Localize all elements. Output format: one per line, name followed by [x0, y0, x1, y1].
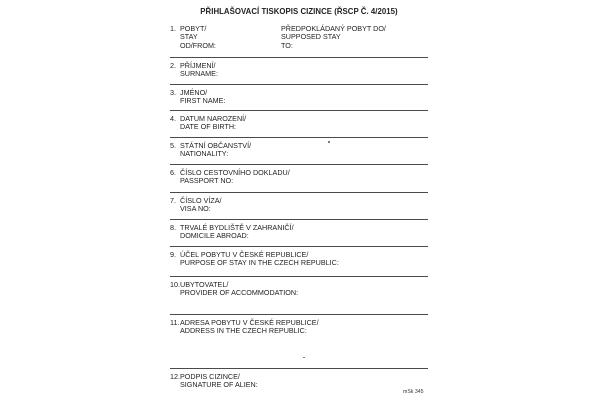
scan-speck [303, 357, 305, 358]
field-number: 8. [170, 223, 176, 232]
field-number: 5. [170, 141, 176, 150]
field-label-en: NATIONALITY: [180, 149, 229, 159]
field-domicile-abroad [170, 224, 428, 241]
field-number: 2. [170, 61, 176, 70]
field-label-en: FIRST NAME: [180, 96, 226, 106]
field-number: 10. [170, 280, 180, 289]
field-number: 12. [170, 372, 180, 381]
field-rule [170, 314, 428, 315]
field-purpose-of-stay [170, 251, 428, 268]
stay-to-label: TO: [281, 40, 293, 50]
field-number: 7. [170, 196, 176, 205]
field-address-cz [170, 319, 428, 336]
field-accommodation-provider [170, 281, 428, 298]
field-label-en: PROVIDER OF ACCOMMODATION: [180, 288, 299, 298]
field-date-of-birth [170, 115, 428, 132]
field-label-en: VISA NO: [180, 204, 211, 214]
field-rule [170, 84, 428, 85]
field-rule [170, 110, 428, 111]
field-label-en: DOMICILE ABROAD: [180, 231, 249, 241]
field-number: 11. [170, 318, 180, 327]
field-rule [170, 164, 428, 165]
field-label-en: SIGNATURE OF ALIEN: [180, 380, 258, 390]
field-label-cz: PODPIS CIZINCE/ [180, 372, 240, 381]
field-label-en: STAY [180, 32, 198, 42]
field-rule [170, 219, 428, 220]
field-rule [170, 137, 428, 138]
field-label-cz: POBYT/ [180, 24, 207, 33]
field-label-cz: ÚČEL POBYTU V ČESKÉ REPUBLICE/ [180, 250, 309, 259]
field-surname [170, 62, 428, 79]
field-number: 6. [170, 168, 176, 177]
field-number: 3. [170, 88, 176, 97]
field-label-en: ADDRESS IN THE CZECH REPUBLIC: [180, 326, 307, 336]
field-label-cz: UBYTOVATEL/ [180, 280, 229, 289]
field-label-cz: ČÍSLO CESTOVNÍHO DOKLADU/ [180, 168, 290, 177]
field-rule [170, 276, 428, 277]
field-rule [170, 368, 428, 369]
field-label-cz: STÁTNÍ OBČANSTVÍ/ [180, 141, 252, 150]
form-reference-code: mSk 345 [403, 389, 424, 395]
field-rule [170, 57, 428, 58]
field-label-en: PURPOSE OF STAY IN THE CZECH REPUBLIC: [180, 258, 339, 268]
form-title: PŘIHLAŠOVACÍ TISKOPIS CIZINCE (ŘSCP Č. 4/2015) [200, 7, 398, 16]
stay-from-label: OD/FROM: [180, 40, 216, 50]
field-label-en: SURNAME: [180, 69, 218, 79]
field-number: 4. [170, 114, 176, 123]
registration-form [170, 0, 428, 400]
field-label-cz: TRVALÉ BYDLIŠTĚ V ZAHRANIČÍ/ [180, 223, 294, 232]
field-signature [170, 373, 428, 390]
field-stay [170, 25, 428, 50]
field-nationality [170, 142, 428, 159]
supposed-stay-block [281, 25, 386, 50]
field-first-name [170, 89, 428, 106]
field-label-cz: JMÉNO/ [180, 88, 208, 97]
field-visa-no [170, 197, 428, 214]
field-label-cz: ADRESA POBYTU V ČESKÉ REPUBLICE/ [180, 318, 319, 327]
field-rule [170, 192, 428, 193]
field-label-cz: ČÍSLO VÍZA/ [180, 196, 222, 205]
supposed-stay-label-cz: PŘEDPOKLÁDANÝ POBYT DO/ [281, 24, 386, 33]
field-label-en: DATE OF BIRTH: [180, 122, 237, 132]
field-number: 9. [170, 250, 176, 259]
field-rule [170, 246, 428, 247]
field-label-cz: DATUM NAROZENÍ/ [180, 114, 247, 123]
field-label-en: PASSPORT NO: [180, 176, 234, 186]
supposed-stay-label-en: SUPPOSED STAY [281, 32, 341, 42]
field-passport-no [170, 169, 428, 186]
field-number: 1. [170, 24, 176, 33]
field-label-cz: PŘÍJMENÍ/ [180, 61, 216, 70]
scan-speck [328, 141, 330, 143]
